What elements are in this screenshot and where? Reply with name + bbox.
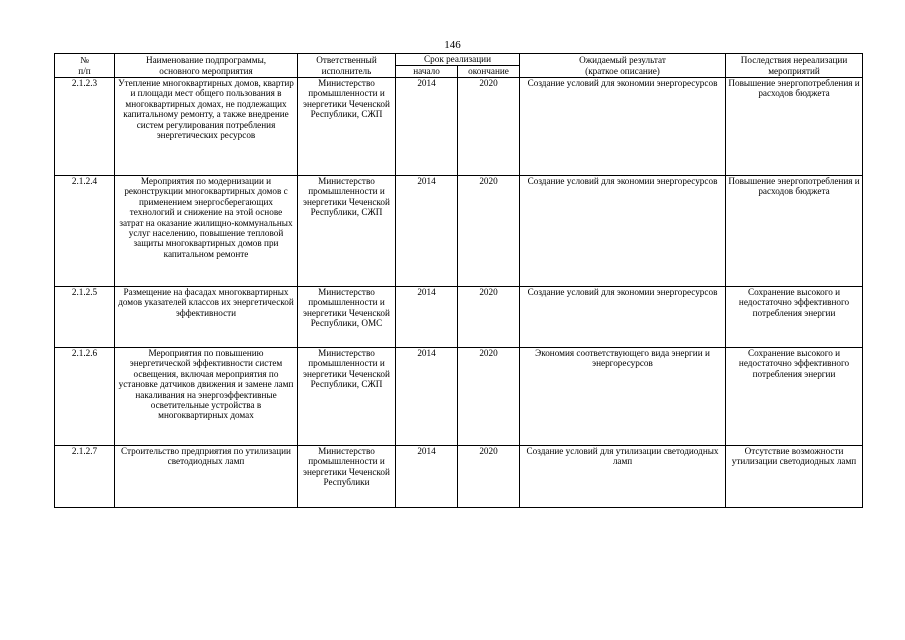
row-num: 2.1.2.7: [55, 446, 115, 508]
row-result: Создание условий для экономии энергоресурсов: [520, 287, 726, 348]
header-consequences: Последствия нереализации мероприятий: [726, 54, 863, 78]
header-responsible: Ответственный исполнитель: [298, 54, 396, 78]
row-num: 2.1.2.4: [55, 176, 115, 287]
row-start: 2014: [396, 348, 458, 446]
row-result: Экономия соответствующего вида энергии и энергоресурсов: [520, 348, 726, 446]
row-num: 2.1.2.5: [55, 287, 115, 348]
header-num: № п/п: [55, 54, 115, 78]
row-start: 2014: [396, 446, 458, 508]
table-row: [55, 348, 863, 446]
header-end: окончание: [458, 66, 520, 78]
row-name: Размещение на фасадах многоквартирных домов указателей классов их энергетической эффективности: [115, 287, 298, 348]
row-responsible: Министерство промышленности и энергетики Чеченской Республики, СЖП: [298, 78, 396, 176]
row-end: 2020: [458, 348, 520, 446]
row-end: 2020: [458, 78, 520, 176]
row-consequences: Отсутствие возможности утилизации светодиодных ламп: [726, 446, 863, 508]
row-start: 2014: [396, 78, 458, 176]
table-row: [55, 287, 863, 348]
row-result: Создание условий для экономии энергоресурсов: [520, 78, 726, 176]
row-result: Создание условий для экономии энергоресурсов: [520, 176, 726, 287]
row-consequences: Сохранение высокого и недостаточно эффективного потребления энергии: [726, 348, 863, 446]
row-responsible: Министерство промышленности и энергетики Чеченской Республики, СЖП: [298, 348, 396, 446]
header-start: начало: [396, 66, 458, 78]
row-end: 2020: [458, 176, 520, 287]
page-number: 146: [444, 39, 461, 51]
header-name: Наименование подпрограммы, основного мероприятия: [115, 54, 298, 78]
row-responsible: Министерство промышленности и энергетики Чеченской Республики, ОМС: [298, 287, 396, 348]
row-end: 2020: [458, 287, 520, 348]
row-start: 2014: [396, 176, 458, 287]
row-responsible: Министерство промышленности и энергетики Чеченской Республики, СЖП: [298, 176, 396, 287]
row-start: 2014: [396, 287, 458, 348]
row-responsible: Министерство промышленности и энергетики Чеченской Республики: [298, 446, 396, 508]
row-name: Утепление многоквартирных домов, квартир и площади мест общего пользования в многоквартирных домах, не подлежащих капитальному ремонту, а также внедрение систем регулирования потребления энергетических ресурсов: [115, 78, 298, 176]
header-period: Срок реализации: [396, 54, 520, 66]
row-name: Мероприятия по модернизации и реконструкции многоквартирных домов с применением энергосберегающих технологий и снижение на этой основе затрат на оказание жилищно-коммунальных услуг населению, повышение тепловой защиты многоквартирных домов при капитальном ремонте: [115, 176, 298, 287]
row-consequences: Повышение энергопотребления и расходов бюджета: [726, 176, 863, 287]
row-end: 2020: [458, 446, 520, 508]
row-consequences: Сохранение высокого и недостаточно эффективного потребления энергии: [726, 287, 863, 348]
header-result: Ожидаемый результат (краткое описание): [520, 54, 726, 78]
row-consequences: Повышение энергопотребления и расходов бюджета: [726, 78, 863, 176]
program-table: [54, 53, 863, 508]
row-num: 2.1.2.3: [55, 78, 115, 176]
row-name: Мероприятия по повышению энергетической эффективности систем освещения, включая мероприятия по установке датчиков движения и замене ламп накаливания на энергоэффективные осветительные устройства в многоквартирных домах: [115, 348, 298, 446]
row-num: 2.1.2.6: [55, 348, 115, 446]
row-result: Создание условий для утилизации светодиодных ламп: [520, 446, 726, 508]
row-name: Строительство предприятия по утилизации светодиодных ламп: [115, 446, 298, 508]
table-row: [55, 78, 863, 176]
table-row: [55, 176, 863, 287]
table-row: [55, 446, 863, 508]
